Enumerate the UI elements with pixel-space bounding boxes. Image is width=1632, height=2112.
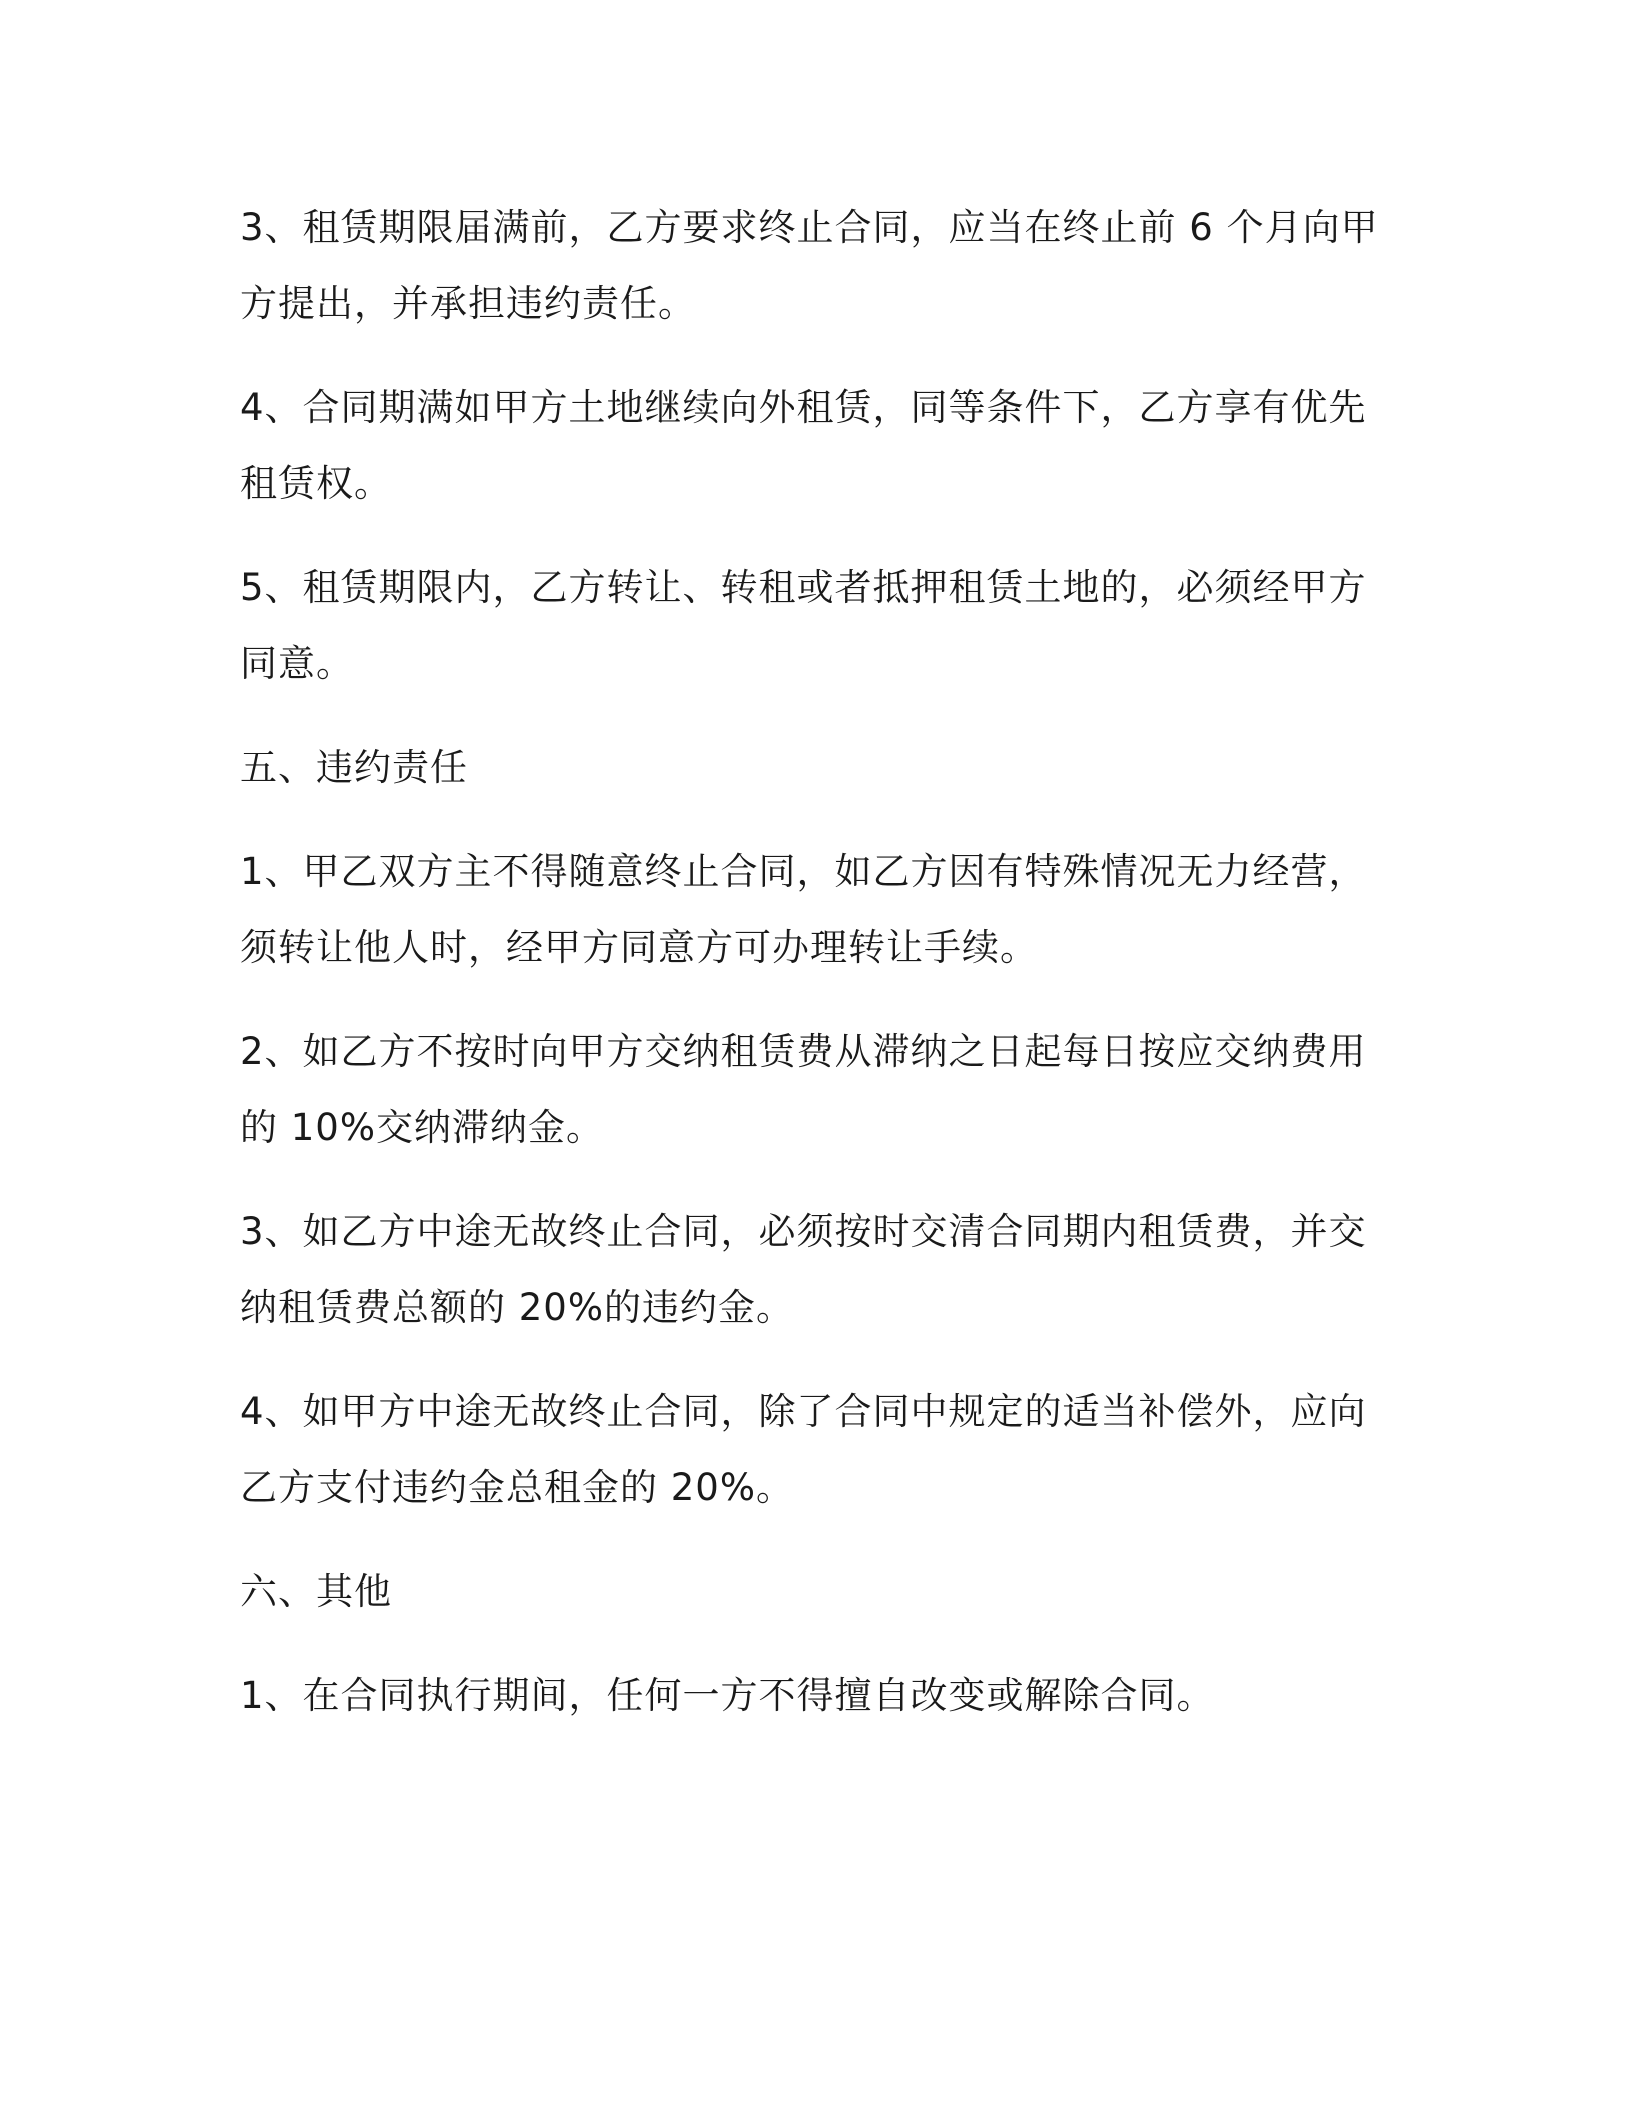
clause-4-5: 5、租赁期限内，乙方转让、转租或者抵押租赁土地的，必须经甲方同意。	[240, 566, 1367, 685]
document-body	[240, 190, 1390, 1734]
clause-4-3: 3、租赁期限届满前，乙方要求终止合同，应当在终止前 6 个月向甲方提出，并承担违约责任。	[240, 206, 1379, 325]
clause-5-3: 3、如乙方中途无故终止合同，必须按时交清合同期内租赁费，并交纳租赁费总额的 20%的违约金。	[240, 1210, 1367, 1329]
clause-5-4: 4、如甲方中途无故终止合同，除了合同中规定的适当补偿外，应向乙方支付违约金总租金的 20%。	[240, 1390, 1367, 1509]
clause-5-1: 1、甲乙双方主不得随意终止合同，如乙方因有特殊情况无力经营，须转让他人时，经甲方同意方可办理转让手续。	[240, 850, 1367, 969]
section-heading-breach: 五、违约责任	[240, 746, 468, 789]
clause-4-4: 4、合同期满如甲方土地继续向外租赁，同等条件下，乙方享有优先租赁权。	[240, 386, 1367, 505]
clause-5-2: 2、如乙方不按时向甲方交纳租赁费从滞纳之日起每日按应交纳费用的 10%交纳滞纳金。	[240, 1030, 1367, 1149]
clause-6-1: 1、在合同执行期间，任何一方不得擅自改变或解除合同。	[240, 1674, 1215, 1717]
section-heading-other: 六、其他	[240, 1570, 392, 1613]
